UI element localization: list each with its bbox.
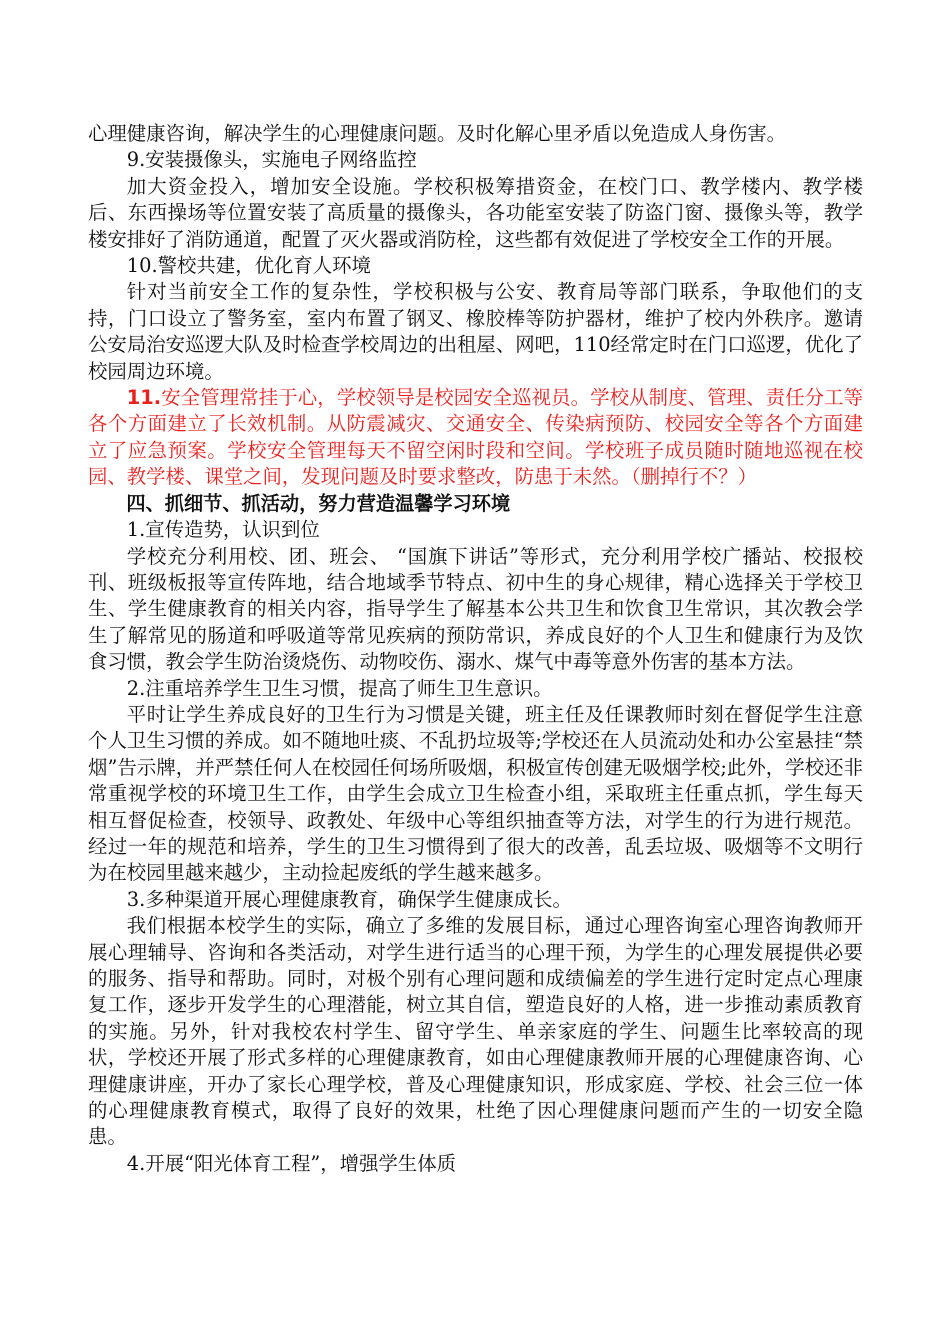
item-11-number: 11. [126,386,162,410]
item-9-body: 加大资金投入，增加安全设施。学校积极筹措资金，在校门口、教学楼内、教学楼后、东西操场等位置安装了高质量的摄像头，各功能室安装了防盗门窗、摄像头等，教学楼安排好了消防通道，配置了灭火器或消防栓，这些都有效促进了学校安全工作的开展。 [88,174,863,251]
item-11-text: 安全管理常挂于心，学校领导是校园安全巡视员。学校从制度、管理、责任分工等各个方面建立了长效机制。从防震减灾、交通安全、传染病预防、校园安全等各个方面建立了应急预案。学校安全管理每天不留空闲时段和空间。学校班子成员随时随地巡视在校园、教学楼、课堂之间，发现问题及时要求整改，防患于未然。（删掉行不？） [88,386,863,489]
section-4-heading: 四、抓细节、抓活动，努力营造温馨学习环境 [126,491,511,515]
section-4-item-4-title: 4.开展“阳光体育工程”，增强学生体质 [126,1151,456,1175]
section-4-item-1-body: 学校充分利用校、团、班会、 “国旗下讲话”等形式，充分利用学校广播站、校报校刊、班级板报等宣传阵地，结合地域季节特点、初中生的身心规律，精心选择关于学校卫生、学生健康教育的相关内容，指导学生了解基本公共卫生和饮食卫生常识，其次教会学生了解常见的肠道和呼吸道等常见疾病的预防常识，养成良好的个人卫生和健康行为及饮食习惯，教会学生防治烫烧伤、动物咬伤、溺水、煤气中毒等意外伤害的基本方法。 [88,544,863,674]
item-9-title: 9.安装摄像头，实施电子网络监控 [126,148,417,172]
item-10-title: 10.警校共建，优化育人环境 [126,254,371,278]
section-4-item-3-title: 3.多种渠道开展心理健康教育，确保学生健康成长。 [126,887,572,911]
continuation-paragraph: 心理健康咨询，解决学生的心理健康问题。及时化解心里矛盾以免造成人身伤害。 [88,122,787,145]
item-10-body: 针对当前安全工作的复杂性，学校积极与公安、教育局等部门联系，争取他们的支持，门口设立了警务室，室内布置了钢叉、橡胶棒等防护器材，维护了校内外秩序。邀请公安局治安巡逻大队及时检查学校周边的出租屋、网吧，110经常定时在门口巡逻，优化了校园周边环境。 [88,280,863,383]
document-body [88,121,863,1177]
section-4-item-3-body: 我们根据本校学生的实际，确立了多维的发展目标，通过心理咨询室心理咨询教师开展心理辅导、咨询和各类活动，对学生进行适当的心理干预，为学生的心理发展提供必要的服务、指导和帮助。同时，对极个别有心理问题和成绩偏差的学生进行定时定点心理康复工作，逐步开发学生的心理潜能，树立其自信，塑造良好的人格，进一步推动素质教育的实施。另外，针对我校农村学生、留守学生、单亲家庭的学生、问题生比率较高的现状，学校还开展了形式多样的心理健康教育，如由心理健康教师开展的心理健康咨询、心理健康讲座，开办了家长心理学校，普及心理健康知识，形成家庭、学校、社会三位一体的心理健康教育模式，取得了良好的效果，杜绝了因心理健康问题而产生的一切安全隐患。 [88,914,863,1149]
section-4-item-2-body: 平时让学生养成良好的卫生行为习惯是关键，班主任及任课教师时刻在督促学生注意个人卫生习惯的养成。如不随地吐痰、不乱扔垃圾等;学校还在人员流动处和办公室悬挂“禁烟”告示牌，并严禁任何人在校园任何场所吸烟，积极宣传创建无吸烟学校;此外，学校还非常重视学校的环境卫生工作，由学生会成立卫生检查小组，采取班主任重点抓，学生每天相互督促检查，校领导、政教处、年级中心等组织抽查等方法，对学生的行为进行规范。经过一年的规范和培养，学生的卫生习惯得到了很大的改善，乱丢垃圾、吸烟等不文明行为在校园里越来越少，主动捡起废纸的学生越来越多。 [88,702,863,885]
item-11-red-paragraph [88,385,863,491]
section-4-item-1-title: 1.宣传造势，认识到位 [126,518,320,542]
section-4-item-2-title: 2.注重培养学生卫生习惯，提高了师生卫生意识。 [126,676,553,700]
